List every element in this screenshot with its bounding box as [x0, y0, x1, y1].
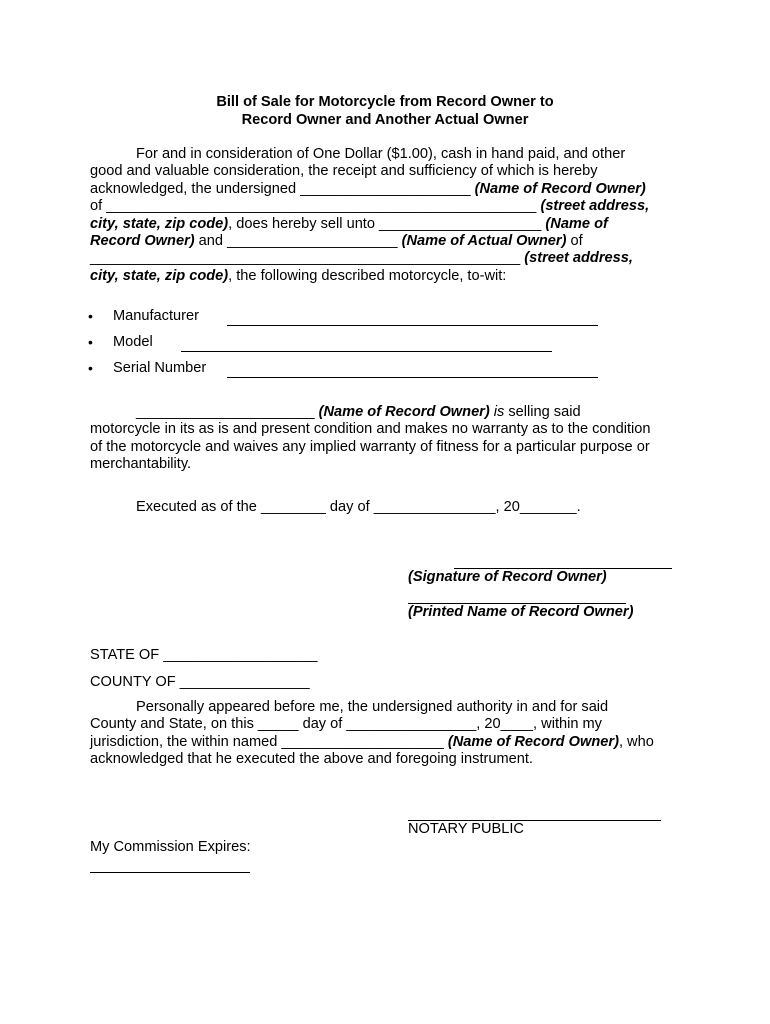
model-label: Model	[113, 334, 153, 350]
bullet-icon: •	[88, 308, 93, 324]
bullet-icon: •	[88, 334, 93, 350]
ack-line-1: Personally appeared before me, the undersigned authority in and for said	[136, 699, 609, 715]
street-address-label-2: (street address,	[524, 250, 633, 267]
intro-line-4	[90, 198, 680, 215]
record-owner-label-4: (Name of Record Owner)	[447, 733, 619, 750]
commission-expires-label: My Commission Expires:	[90, 839, 251, 855]
manufacturer-label: Manufacturer	[113, 308, 199, 324]
title-line-1: Bill of Sale for Motorcycle from Record Owner to	[216, 94, 554, 110]
intro-line-8-text: , the following described motorcycle, to-wit:	[228, 267, 507, 284]
printed-name-label: (Printed Name of Record Owner)	[408, 604, 634, 620]
ack-line-3-who: , who	[618, 733, 654, 750]
intro-line-7	[90, 250, 680, 267]
warranty-line-1-text: selling said	[504, 404, 581, 420]
intro-line-3	[90, 181, 680, 198]
warranty-line-1	[90, 404, 690, 421]
warranty-blank: ______________________	[136, 404, 319, 420]
warranty-is: is	[489, 404, 505, 420]
document-title	[0, 94, 770, 129]
ack-line-2: County and State, on this _____ day of ________________, 20____, within my	[90, 716, 602, 733]
intro-paragraph	[90, 146, 680, 285]
signature-label: (Signature of Record Owner)	[408, 569, 607, 585]
intro-line-4-text: of _____________________________________________________	[90, 198, 541, 215]
warranty-line-4: merchantability.	[90, 456, 192, 473]
intro-line-6-of: of	[566, 233, 583, 250]
title-line-2: Record Owner and Another Actual Owner	[241, 111, 529, 128]
record-owner-label-2: Record Owner)	[90, 233, 195, 250]
city-state-zip-label: city, state, zip code)	[90, 215, 229, 232]
name-of-label: (Name of	[545, 215, 608, 232]
intro-line-6	[90, 233, 680, 250]
list-item-serial-number	[88, 360, 648, 378]
commission-expires-field[interactable]	[90, 872, 250, 873]
record-owner-label: (Name of Record Owner)	[474, 180, 646, 197]
serial-number-label: Serial Number	[113, 360, 207, 376]
street-address-label: (street address,	[540, 198, 650, 215]
city-state-zip-label-2: city, state, zip code)	[90, 267, 229, 284]
warranty-line-3: of the motorcycle and waives any implied warranty of fitness for a particular purpose or	[90, 438, 650, 455]
ack-line-3-text: jurisdiction, the within named ____________________	[90, 733, 448, 750]
state-of-line: STATE OF ___________________	[90, 647, 318, 663]
serial-number-field[interactable]	[227, 377, 598, 378]
list-item-manufacturer	[88, 308, 648, 326]
manufacturer-field[interactable]	[227, 325, 598, 326]
ack-line-3	[90, 734, 690, 751]
intro-line-7-text: _____________________________________________________	[90, 250, 525, 267]
actual-owner-label: (Name of Actual Owner)	[401, 233, 567, 250]
acknowledgment-paragraph	[90, 699, 690, 769]
model-field[interactable]	[181, 351, 552, 352]
list-item-model	[88, 334, 648, 352]
intro-line-6-text: and _____________________	[194, 233, 402, 250]
intro-line-8	[90, 268, 680, 285]
county-of-line: COUNTY OF ________________	[90, 674, 310, 690]
intro-line-3-text: acknowledged, the undersigned _____________________	[90, 180, 475, 197]
warranty-paragraph	[90, 404, 690, 474]
intro-line-2: good and valuable consideration, the receipt and sufficiency of which is hereby	[90, 163, 598, 180]
executed-line: Executed as of the ________ day of _______________, 20_______.	[136, 499, 581, 515]
intro-line-1: For and in consideration of One Dollar ($1.00), cash in hand paid, and other	[136, 146, 626, 162]
ack-line-4: acknowledged that he executed the above and foregoing instrument.	[90, 751, 533, 768]
notary-public-label: NOTARY PUBLIC	[408, 821, 524, 837]
bullet-icon: •	[88, 360, 93, 376]
intro-line-5	[90, 216, 680, 233]
record-owner-label-3: (Name of Record Owner)	[318, 404, 490, 420]
warranty-line-2: motorcycle in its as is and present condition and makes no warranty as to the condition	[90, 421, 651, 438]
intro-line-5-text: , does hereby sell unto ____________________	[228, 215, 546, 232]
